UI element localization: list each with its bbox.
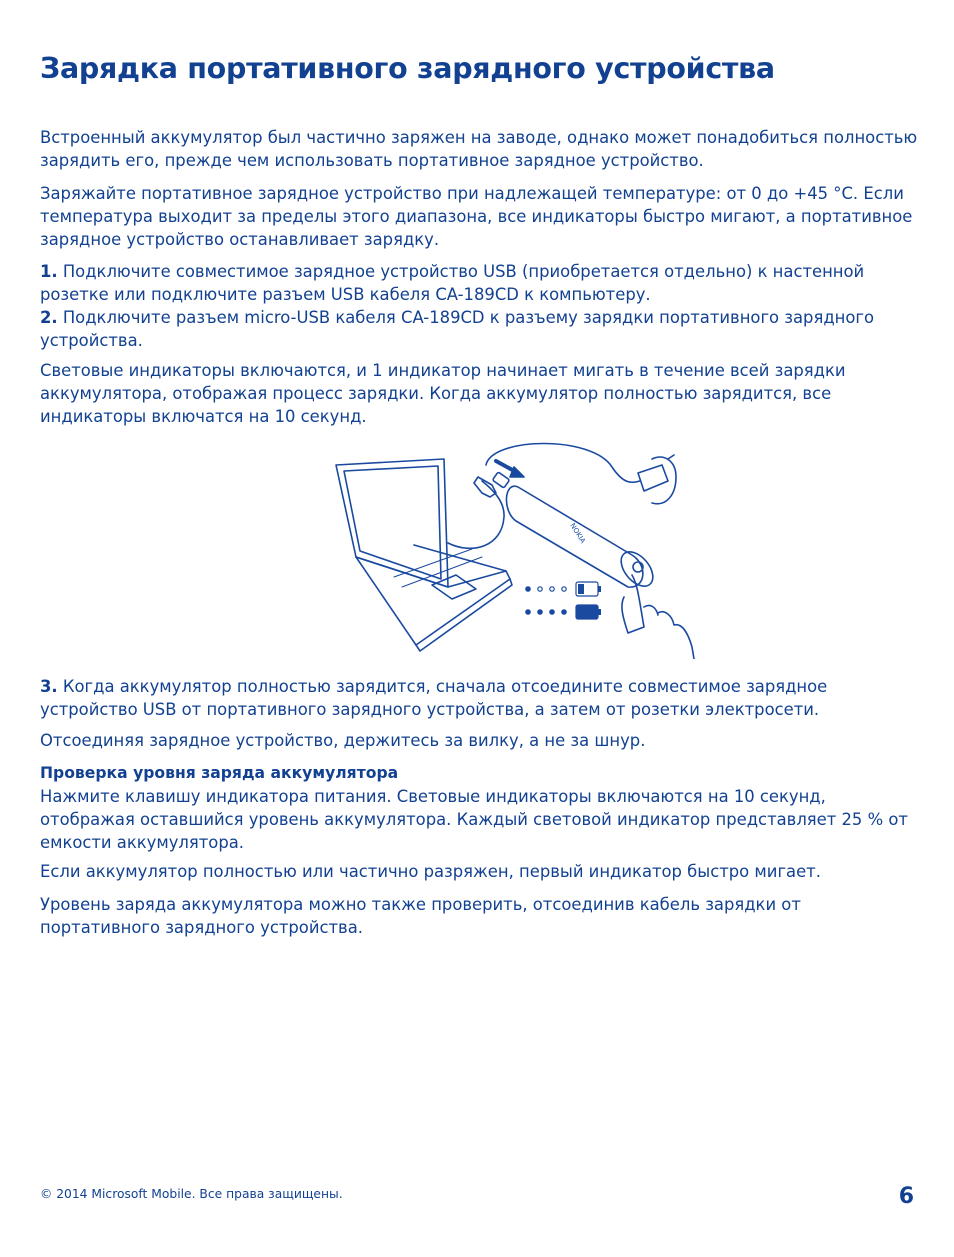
paragraph-7: Уровень заряда аккумулятора можно также проверить, отсоединив кабель зарядки от портативного зарядного устройства. — [40, 895, 801, 937]
step-3-block — [40, 675, 920, 721]
low-battery-note — [40, 860, 920, 883]
paragraph-5: Нажмите клавишу индикатора питания. Световые индикаторы включаются на 10 секунд, отображая оставшийся уровень аккумулятора. Каждый световой индикатор представляет 25 % от емкости аккумулятора. — [40, 787, 908, 852]
wall-plug — [638, 465, 668, 491]
laptop-screen — [336, 459, 448, 587]
charging-illustration — [332, 437, 702, 659]
laptop-base — [356, 545, 506, 587]
step-3-text: Когда аккумулятор полностью зарядится, сначала отсоедините совместимое зарядное устройство USB от портативного зарядного устройства, а затем от розетки электросети. — [40, 677, 828, 719]
paragraph-1: Встроенный аккумулятор был частично заряжен на заводе, однако может понадобиться полностью зарядить его, прежде чем использовать портативное зарядное устройство. — [40, 128, 918, 170]
brand-label: NOKIA — [568, 521, 587, 545]
step-1-text: Подключите совместимое зарядное устройство USB (приобретается отдельно) к настенной розетке или подключите разъем USB кабеля CA-189CD к компьютеру. — [40, 262, 865, 304]
paragraph-6: Если аккумулятор полностью или частично разряжен, первый индикатор быстро мигает. — [40, 862, 821, 881]
paragraph-3: Световые индикаторы включаются, и 1 индикатор начинает мигать в течение всей зарядки аккумулятора, отображая процесс зарядки. Когда аккумулятор полностью зарядится, все индикаторы включатся на 10 секунд. — [40, 361, 846, 426]
unplug-note — [40, 729, 920, 752]
step-3 — [40, 675, 920, 721]
page-title: Зарядка портативного зарядного устройства — [40, 52, 775, 85]
power-bank — [506, 486, 642, 587]
indicator-row-charging — [526, 582, 601, 596]
copyright-footer: © 2014 Microsoft Mobile. Все права защищены. — [40, 1187, 343, 1201]
step-2-number: 2. — [40, 308, 58, 327]
intro-paragraph — [40, 126, 920, 172]
paragraph-4: Отсоединяя зарядное устройство, держитесь за вилку, а не за шнур. — [40, 731, 646, 750]
indicators-paragraph — [40, 359, 920, 428]
step-1-number: 1. — [40, 262, 58, 281]
page-number: 6 — [898, 1184, 914, 1209]
section-subheading: Проверка уровня заряда аккумулятора — [40, 764, 399, 782]
wall-cable — [486, 444, 640, 483]
step-3-number: 3. — [40, 677, 58, 696]
temperature-paragraph — [40, 182, 920, 251]
step-2 — [40, 306, 920, 352]
check-alt-note — [40, 893, 920, 939]
steps-1-2 — [40, 260, 920, 352]
step-2-text: Подключите разъем micro-USB кабеля CA-189CD к разъему зарядки портативного зарядного устройства. — [40, 308, 875, 350]
step-1 — [40, 260, 920, 306]
battery-check-section — [40, 762, 920, 854]
indicator-row-full — [526, 605, 601, 619]
paragraph-2: Заряжайте портативное зарядное устройство при надлежащей температуре: от 0 до +45 °C. Если температура выходит за пределы этого диапазона, все индикаторы быстро мигают, а портативное зарядное устройство останавливает зарядку. — [40, 184, 913, 249]
